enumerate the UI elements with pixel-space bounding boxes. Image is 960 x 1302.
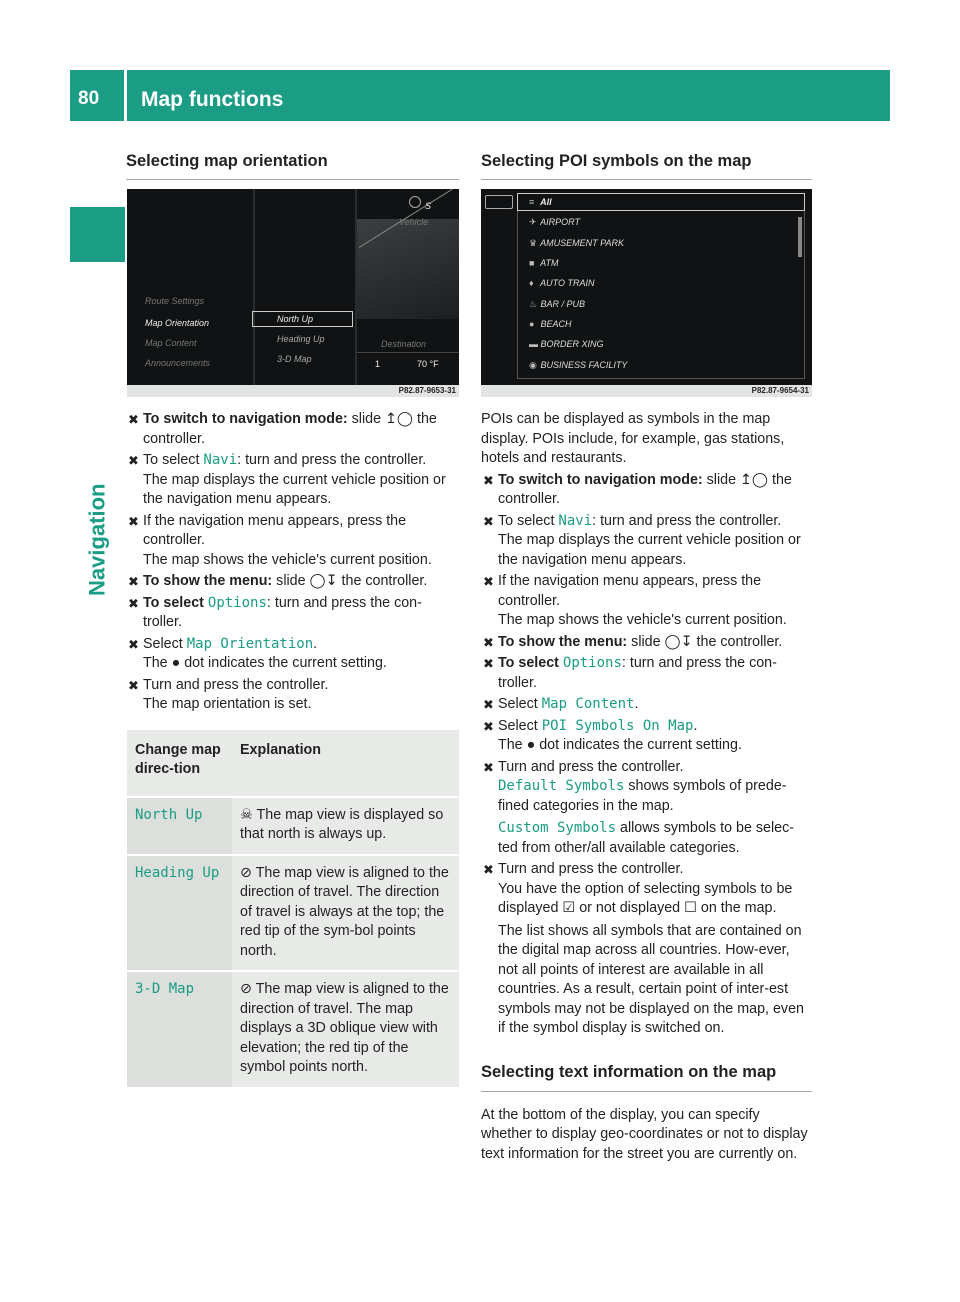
poi-item: ▬ BORDER XING bbox=[529, 339, 604, 349]
right-heading-2: Selecting text information on the map bbox=[481, 1061, 812, 1092]
left-step-6: ✖ Select Map Orientation. The ● dot indicates the current setting. bbox=[128, 635, 387, 671]
side-tab bbox=[70, 207, 125, 262]
poi-item: ● BEACH bbox=[529, 319, 572, 329]
table-head-option: Change map direc-tion bbox=[127, 730, 232, 797]
option-3d-map: 3-D Map bbox=[277, 354, 312, 364]
left-step-2: ✖ To select Navi: turn and press the controller. The map displays the current vehicle position or the navigation menu appears. bbox=[128, 452, 446, 507]
side-label-text: Navigation bbox=[84, 483, 110, 596]
screenshot-caption bbox=[481, 385, 812, 397]
top-icon-label: S bbox=[425, 201, 432, 211]
right-column bbox=[481, 150, 812, 1164]
step-arrow-icon: ✖ bbox=[128, 412, 139, 427]
orientation-table bbox=[127, 730, 459, 1087]
right-step-5: ✖ To select Options: turn and press the con-troller. bbox=[483, 655, 777, 691]
poi-item: ◉ BUSINESS FACILITY bbox=[529, 360, 628, 370]
left-step-5: ✖ To select Options: turn and press the con-troller. bbox=[128, 594, 422, 630]
option-label: Heading Up bbox=[135, 864, 220, 881]
screenshot-caption bbox=[127, 385, 459, 397]
north-up-icon: ☠ bbox=[240, 806, 257, 823]
poi-item: ✈ AIRPORT bbox=[529, 217, 581, 227]
heading-up-icon: ⊘ bbox=[240, 981, 256, 997]
right-step-8: ✖ Turn and press the controller. Default Symbols shows symbols of prede-fined categories in the map. Custom Symbols allows symbols to be selec-ted from other/all available categories. bbox=[483, 758, 795, 856]
poi-intro: POIs can be displayed as symbols in the map display. POIs include, for example, gas stations, hotels and restaurants. bbox=[481, 411, 785, 466]
left-step-3: ✖ If the navigation menu appears, press the controller. The map shows the vehicle's current position. bbox=[128, 512, 432, 568]
option-label: North Up bbox=[135, 806, 203, 823]
right-item-destination: Destination bbox=[381, 339, 427, 349]
left-step-4: ✖ To show the menu: slide ◯↧ the controller. bbox=[128, 573, 428, 589]
back-icon bbox=[485, 195, 513, 209]
poi-item: ■ ATM bbox=[529, 258, 559, 268]
status-right: 70 °F bbox=[417, 359, 439, 369]
right-step-9: ✖ Turn and press the controller. You have the option of selecting symbols to be displayed ☑ or not displayed ☐ on the map. The list shows all symbols that are contained on the digital map across all countries. How-ever, not all points of interest are available in all countries. As a result, certain point of inter-est symbols may not be displayed on the map, even if the symbol display is switched on. bbox=[483, 861, 804, 1036]
poi-item: ♛ AMUSEMENT PARK bbox=[529, 238, 625, 248]
checkbox-checked-icon: ☑ bbox=[562, 900, 576, 916]
slide-down-icon: ◯↧ bbox=[309, 573, 338, 589]
right-step-3: ✖ If the navigation menu appears, press the controller. The map shows the vehicle's current position. bbox=[483, 573, 787, 628]
poi-item: ≡ All bbox=[529, 197, 552, 207]
option-heading-up: Heading Up bbox=[277, 334, 325, 344]
header-divider bbox=[124, 70, 127, 121]
right-step-7: ✖ Select POI Symbols On Map. The ● dot indicates the current setting. bbox=[483, 717, 742, 753]
right-step-2: ✖ To select Navi: turn and press the controller. The map displays the current vehicle position or the navigation menu appears. bbox=[483, 512, 801, 568]
text-info-paragraph: At the bottom of the display, you can specify whether to display geo-coordinates or not to display text information for the street you are currently on. bbox=[481, 1106, 808, 1162]
table-row: North Up ☠ The map view is displayed so that north is always up. bbox=[127, 797, 459, 855]
left-step-7: ✖ Turn and press the controller. The map orientation is set. bbox=[128, 676, 329, 712]
left-column bbox=[126, 150, 459, 1087]
left-step-1: ✖ To switch to navigation mode: slide ↥◯ the controller. bbox=[128, 411, 437, 447]
heading-up-icon: ⊘ bbox=[240, 864, 256, 881]
right-step-4: ✖ To show the menu: slide ◯↧ the controller. bbox=[483, 633, 783, 650]
slide-up-icon: ↥◯ bbox=[740, 471, 769, 488]
poi-item: ♨ BAR / PUB bbox=[529, 299, 586, 309]
checkbox-empty-icon: ☐ bbox=[684, 900, 697, 916]
side-label bbox=[84, 483, 110, 596]
poi-item: ♦ AUTO TRAIN bbox=[529, 278, 595, 288]
status-left: 1 bbox=[375, 359, 381, 369]
menu-item-map-content: Map Content bbox=[145, 338, 197, 348]
table-row: 3-D Map ⊘ The map view is aligned to the direction of travel. The map displays a 3D oblique view with elevation; the red tip of the symbol points north. bbox=[127, 971, 459, 1087]
menu-item-announcements: Announcements bbox=[145, 358, 211, 368]
left-heading: Selecting map orientation bbox=[126, 150, 459, 180]
image-code: P82.87-9654-31 bbox=[751, 386, 809, 395]
poi-symbols-screenshot bbox=[481, 189, 812, 397]
section-title: Map functions bbox=[141, 88, 284, 111]
compass-icon bbox=[409, 196, 421, 208]
right-step-1: ✖ To switch to navigation mode: slide ↥◯ the controller. bbox=[483, 471, 792, 507]
table-head-explanation: Explanation bbox=[232, 730, 459, 797]
slide-down-icon: ◯↧ bbox=[664, 633, 693, 650]
map-orientation-screenshot bbox=[127, 189, 459, 397]
right-heading: Selecting POI symbols on the map bbox=[481, 150, 812, 180]
option-north-up: North Up bbox=[252, 311, 353, 327]
table-row: Heading Up ⊘ The map view is aligned to the direction of travel. The direction of travel is always at the top; the red tip of the sym-bol points north. bbox=[127, 855, 459, 972]
page-number: 80 bbox=[78, 88, 100, 109]
right-item-vehicle: Vehicle bbox=[399, 217, 429, 227]
menu-item-map-orientation: Map Orientation bbox=[145, 318, 210, 328]
menu-item-route-settings: Route Settings bbox=[145, 296, 205, 306]
option-label: 3-D Map bbox=[135, 981, 195, 997]
image-code: P82.87-9653-31 bbox=[398, 386, 456, 395]
slide-up-icon: ↥◯ bbox=[385, 411, 414, 427]
right-step-6: ✖ Select Map Content. bbox=[483, 696, 639, 712]
